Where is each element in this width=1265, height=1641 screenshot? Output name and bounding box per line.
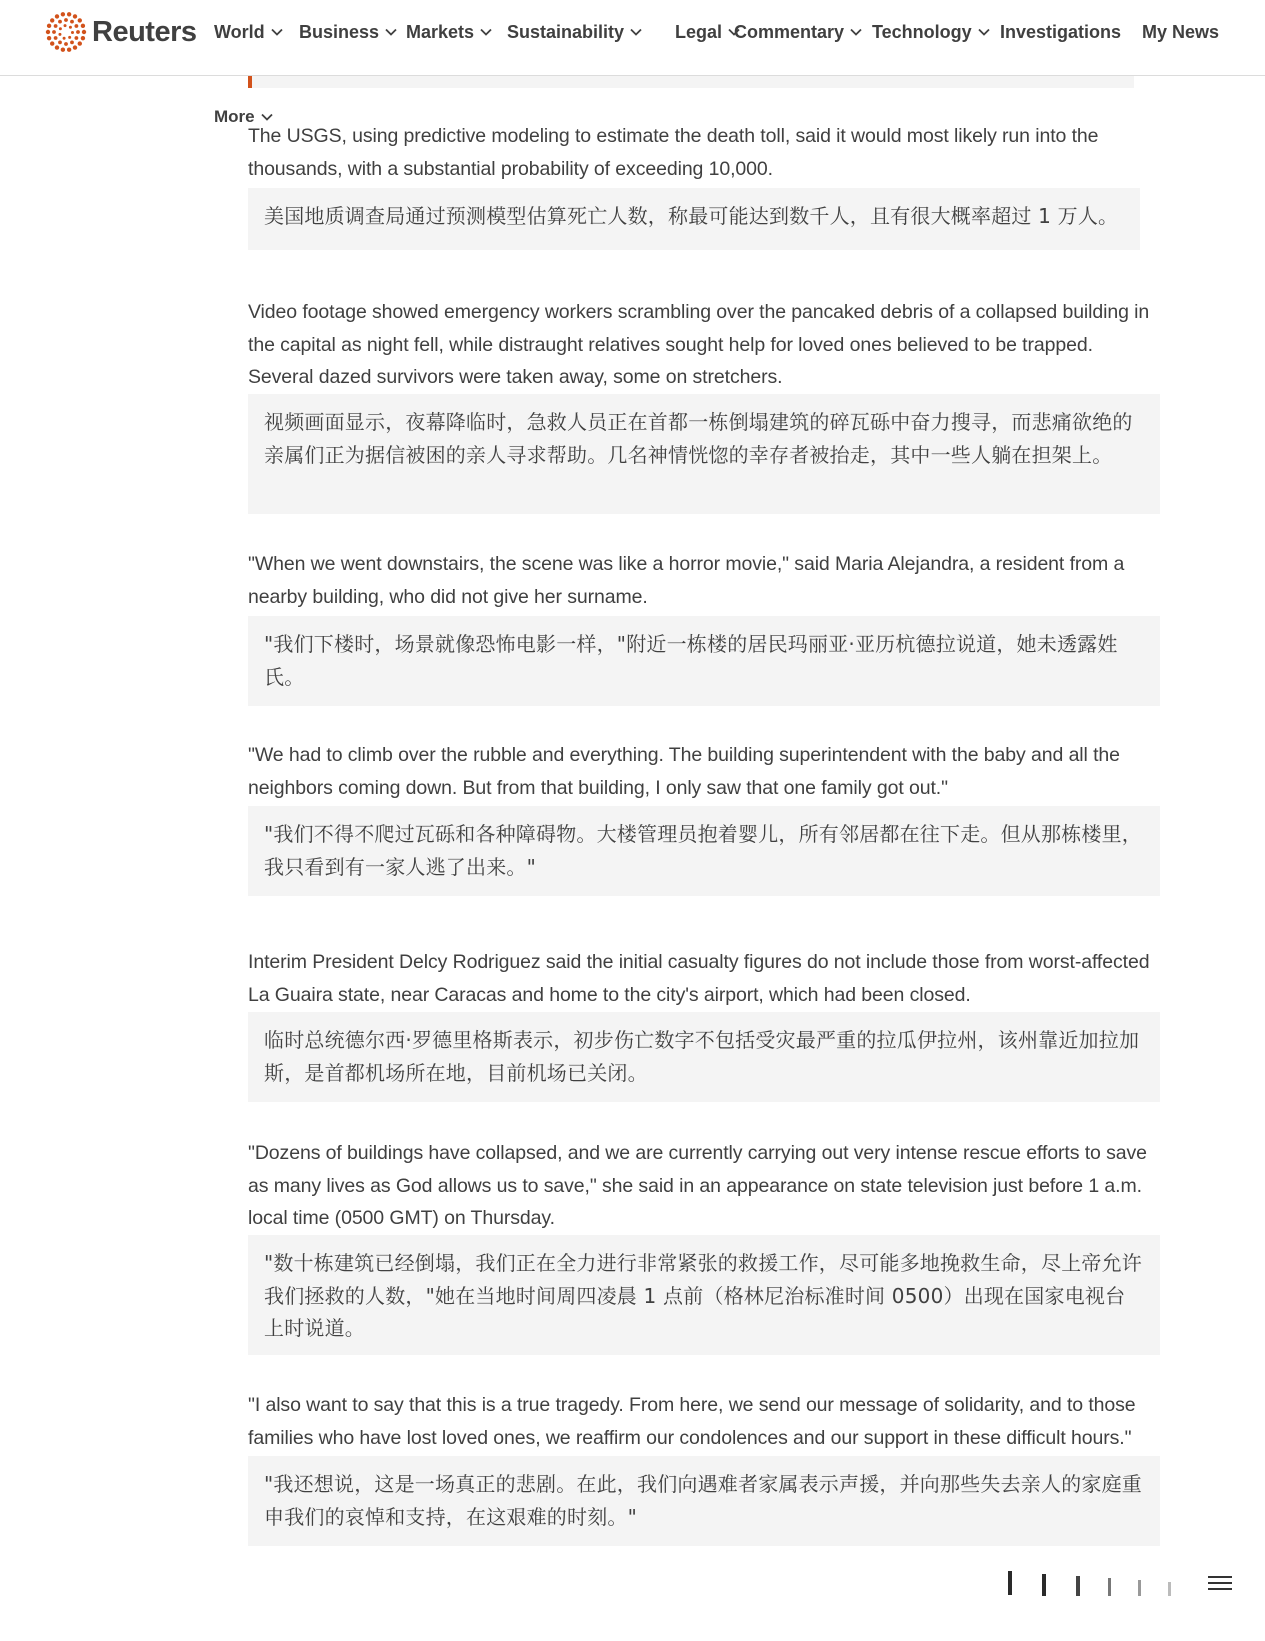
article-paragraph: "I also want to say that this is a true tragedy. From here, we send our message of solidarity, and to those families who have lost loved ones, we reaffirm our condolences and our support in these difficult hours."	[248, 1394, 1136, 1449]
accent-marker	[248, 76, 252, 88]
site-header	[0, 0, 1265, 76]
nav-item-more[interactable]	[214, 106, 274, 128]
chevron-down-icon	[629, 25, 643, 39]
nav-label: Commentary	[734, 21, 845, 42]
nav-item-markets[interactable]	[406, 18, 493, 46]
translation-block: "我们下楼时，场景就像恐怖电影一样，"附近一栋楼的居民玛丽亚·亚历杭德拉说道，她未透露姓氏。	[248, 616, 1160, 706]
nav-label: Sustainability	[507, 21, 625, 42]
article-paragraph: Interim President Delcy Rodriguez said the initial casualty figures do not include those from worst-affected La Guaira state, near Caracas and home to the city's airport, which had been closed.	[248, 951, 1150, 1006]
reading-toolbar[interactable]	[1008, 1568, 1240, 1598]
article-paragraph: "Dozens of buildings have collapsed, and we are currently carrying out very intense rescue efforts to save as many lives as God allows us to save," she said in an appearance on state television just before 1 a.m. local time (0500 GMT) on Thursday.	[248, 1142, 1147, 1229]
translation-block: "我还想说，这是一场真正的悲剧。在此，我们向遇难者家属表示声援，并向那些失去亲人的家庭重申我们的哀悼和支持，在这艰难的时刻。"	[248, 1456, 1160, 1546]
nav-label: Technology	[872, 21, 972, 42]
chevron-down-icon	[479, 25, 493, 39]
reuters-logo-icon	[44, 10, 88, 54]
reuters-logo[interactable]	[44, 8, 197, 56]
toolbar-icon	[1008, 1568, 1240, 1598]
chevron-down-icon	[384, 25, 398, 39]
nav-label: Business	[299, 21, 380, 42]
logo-text: Reuters	[92, 15, 197, 48]
chevron-down-icon	[977, 25, 991, 39]
nav-item-business[interactable]	[299, 18, 398, 46]
translation-block: "我们不得不爬过瓦砾和各种障碍物。大楼管理员抱着婴儿，所有邻居都在往下走。但从那栋楼里，我只看到有一家人逃了出来。"	[248, 806, 1160, 896]
nav-label: More	[214, 107, 255, 126]
nav-label: Investigations	[1000, 21, 1122, 42]
article-paragraph: "We had to climb over the rubble and everything. The building superintendent with the baby and all the neighbors coming down. But from that building, I only saw that one family got out."	[248, 744, 1120, 799]
nav-item-my-news[interactable]	[1142, 18, 1219, 46]
nav-label: My News	[1142, 21, 1220, 42]
nav-label: Legal	[675, 21, 723, 42]
nav-item-technology[interactable]	[872, 18, 991, 46]
nav-item-legal[interactable]	[675, 18, 741, 46]
article-paragraph: Video footage showed emergency workers scrambling over the pancaked debris of a collapsed building in the capital as night fell, while distraught relatives sought help for loved ones believed to be trapped. Several dazed survivors were taken away, some on stretchers.	[248, 301, 1150, 388]
nav-item-sustainability[interactable]	[507, 18, 643, 46]
chevron-down-icon	[270, 25, 284, 39]
article-paragraph: "When we went downstairs, the scene was like a horror movie," said Maria Alejandra, a resident from a nearby building, who did not give her surname.	[248, 553, 1125, 608]
nav-item-commentary[interactable]	[734, 18, 863, 46]
nav-label: World	[214, 21, 265, 42]
nav-item-investigations[interactable]	[1000, 18, 1121, 46]
translation-block: 临时总统德尔西·罗德里格斯表示，初步伤亡数字不包括受灾最严重的拉瓜伊拉州，该州靠近加拉加斯，是首都机场所在地，目前机场已关闭。	[248, 1012, 1160, 1102]
translation-block: 美国地质调查局通过预测模型估算死亡人数，称最可能达到数千人，且有很大概率超过 1 万人。	[248, 188, 1140, 250]
nav-label: Markets	[406, 21, 475, 42]
chevron-down-icon	[849, 25, 863, 39]
chevron-down-icon	[260, 110, 274, 124]
translation-block: 视频画面显示，夜幕降临时，急救人员正在首都一栋倒塌建筑的碎瓦砾中奋力搜寻，而悲痛欲绝的亲属们正为据信被困的亲人寻求帮助。几名神情恍惚的幸存者被抬走，其中一些人躺在担架上。	[248, 394, 1160, 514]
article-paragraph: The USGS, using predictive modeling to estimate the death toll, said it would most likely run into the thousands, with a substantial probability of exceeding 10,000.	[248, 125, 1099, 180]
nav-item-world[interactable]	[214, 18, 284, 46]
translation-block: "数十栋建筑已经倒塌，我们正在全力进行非常紧张的救援工作，尽可能多地挽救生命，尽上帝允许我们拯救的人数，"她在当地时间周四凌晨 1 点前（格林尼治标准时间 0500）出现在国家电视台上时说道。	[248, 1235, 1160, 1355]
